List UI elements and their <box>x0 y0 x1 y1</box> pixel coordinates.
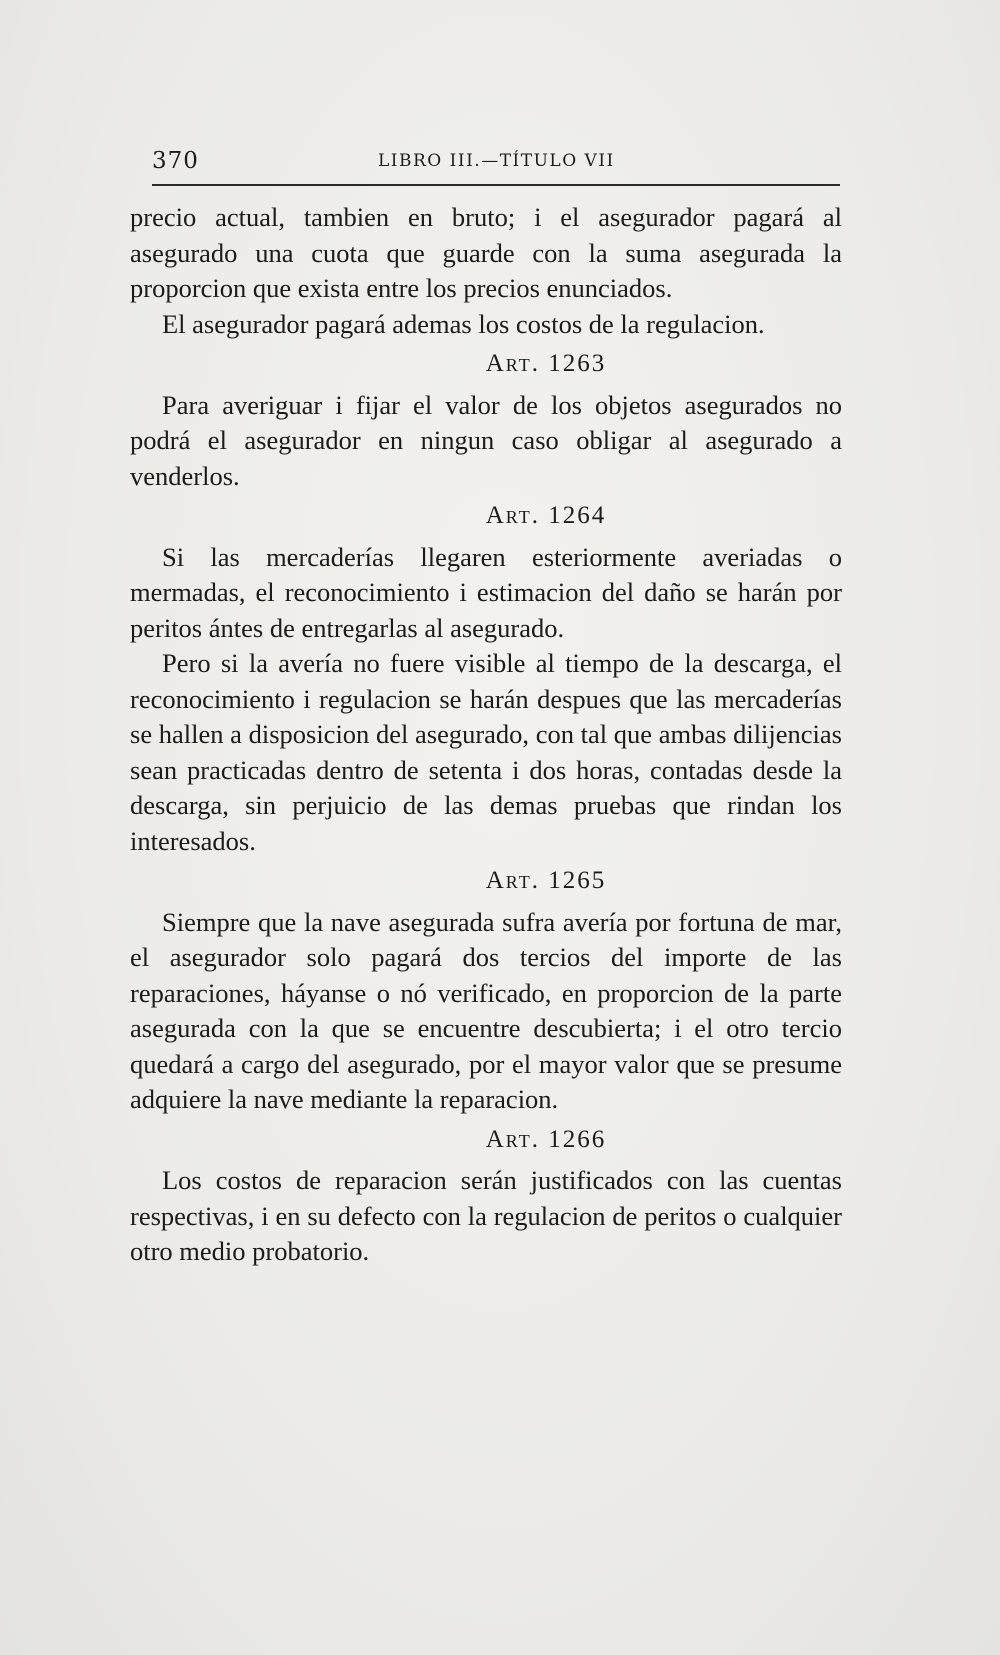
paragraph: El asegurador pagará ademas los costos de la regulacion. <box>162 308 765 339</box>
paragraph: Pero si la avería no fuere visible al tiempo de la descarga, el reconocimiento i regulacion se harán despues que las mercaderías se hallen a disposicion del asegurado, con tal que ambas dilijencias sean practicadas dentro de setenta i dos horas, contadas desde la descarga, sin perjuicio de las demas pruebas que rindan los interesados. <box>130 648 842 856</box>
page-number: 370 <box>152 148 199 174</box>
article-heading-1264: Art. 1264 <box>485 502 607 529</box>
paragraph: Siempre que la nave asegurada sufra avería por fortuna de mar, el asegurador solo pagará dos tercios del importe de las reparaciones, háyanse o nó verificado, en proporcion de la parte asegurada con la que se encuentre descubierta; i el otro tercio quedará a cargo del asegurado, por el mayor valor que se presume adquiere la nave mediante la reparacion. <box>130 906 842 1114</box>
page-header <box>152 148 842 176</box>
paragraph-continuation: precio actual, tambien en bruto; i el asegurador pagará al asegurado una cuota que guarde con la suma asegurada la proporcion que exista entre los precios enunciados. <box>130 202 842 303</box>
running-head: LIBRO III.—TÍTULO VII <box>378 151 615 171</box>
paragraph: Los costos de reparacion serán justificados con las cuentas respectivas, i en su defecto con la regulacion de peritos o cualquier otro medio probatorio. <box>130 1165 842 1266</box>
body-text <box>130 200 842 1270</box>
paragraph: Si las mercaderías llegaren esteriormente averiadas o mermadas, el reconocimiento i estimacion del daño se harán por peritos ántes de entregarlas al asegurado. <box>130 541 842 643</box>
paragraph: Para averiguar i fijar el valor de los objetos asegurados no podrá el asegurador en ningun caso obligar al asegurado a venderlos. <box>130 389 842 491</box>
article-heading-1266: Art. 1266 <box>485 1125 607 1153</box>
article-heading-1263: Art. 1263 <box>485 350 607 377</box>
article-heading-1265: Art. 1265 <box>485 867 607 894</box>
header-rule <box>152 184 840 186</box>
